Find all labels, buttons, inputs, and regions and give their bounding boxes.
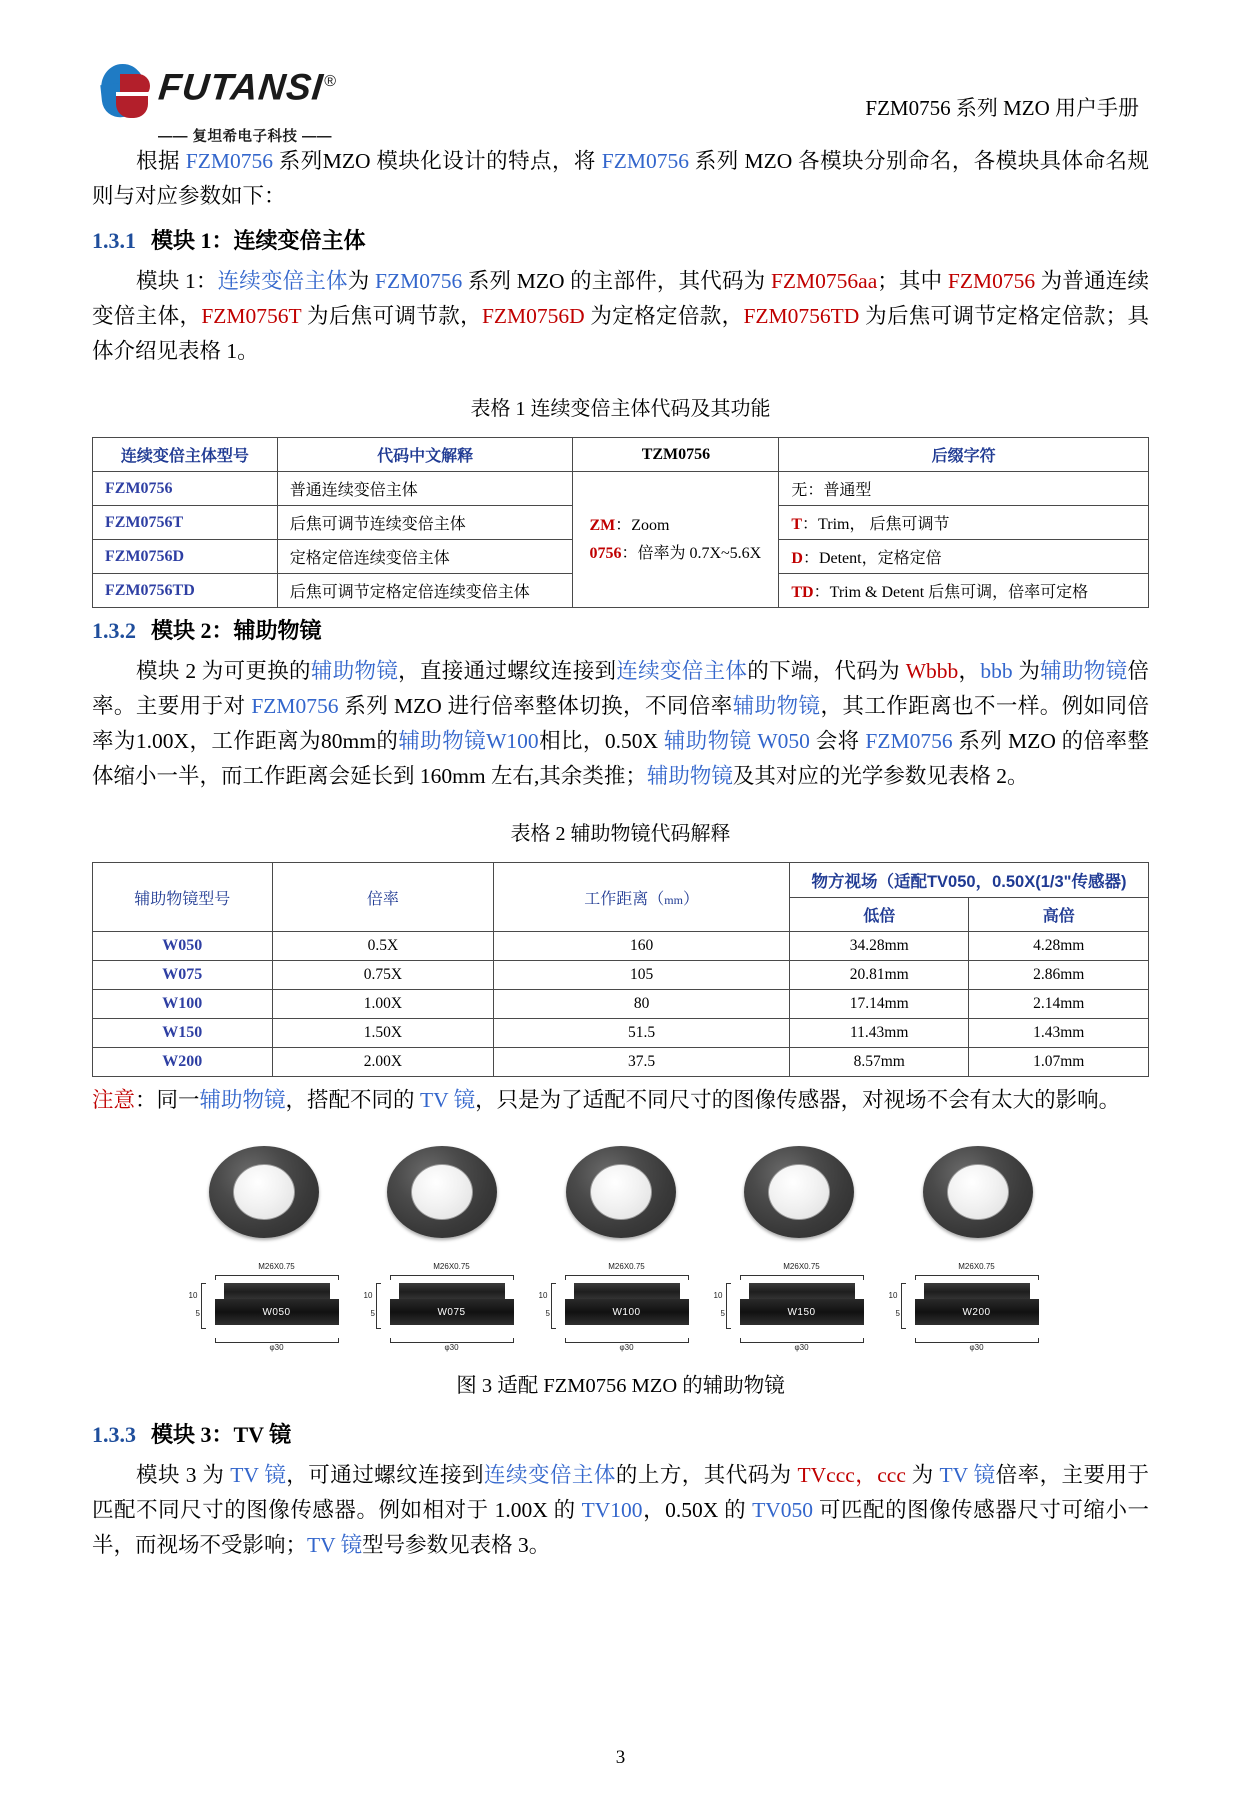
lens-photo-w100 — [566, 1146, 676, 1238]
lens-model-label: W200 — [915, 1299, 1039, 1325]
dim-h1: 10 — [538, 1291, 548, 1300]
table1-suffix-cell — [779, 574, 1149, 608]
s132-term-aux-w050: 辅助物镜 W050 — [663, 729, 810, 753]
table-aux-lens-specs — [92, 862, 1149, 1077]
s131-t3: 为 — [347, 269, 376, 293]
s133-term-tv-lens: TV 镜 — [230, 1463, 287, 1487]
diameter-label: φ30 — [619, 1343, 634, 1352]
s132-t20: 会将 — [809, 729, 866, 753]
table2-low-cell: 17.14mm — [789, 990, 969, 1019]
section-title-132: 模块 2：辅助物镜 — [151, 618, 322, 643]
s132-t9: 为 — [1012, 659, 1041, 683]
s132-code-wbbb: Wbbb — [905, 659, 959, 683]
s133-t3: ，可通过螺纹连接到 — [286, 1463, 485, 1487]
table-row — [93, 1048, 1149, 1077]
s132-t1: 模块 2 为可更换的 — [136, 659, 311, 683]
table1-suffix-cell — [779, 472, 1149, 506]
suffix-code-1: T — [791, 516, 803, 533]
figure-3 — [92, 1146, 1149, 1354]
logo-wordmark — [157, 62, 339, 107]
s133-code-tv100: TV100 — [581, 1498, 643, 1522]
table1-desc-cell: 普通连续变倍主体 — [277, 472, 573, 506]
note-term-tv-lens: TV 镜 — [419, 1088, 476, 1112]
lens-model-label: W150 — [740, 1299, 864, 1325]
s131-t15: 为后焦可调节定格定倍款；具体介绍见表格 1。 — [92, 304, 1149, 363]
legend-zm-text: ：Zoom — [615, 516, 670, 534]
s133-term-tv-lens-3: TV 镜 — [307, 1533, 363, 1557]
s133-term-zoom-body: 连续变倍主体 — [484, 1463, 616, 1487]
table2-header-fov-high: 高倍 — [969, 898, 1149, 932]
s133-t15: 型号参数见表格 3。 — [362, 1533, 551, 1557]
lens-model-label: W050 — [215, 1299, 339, 1325]
page-number: 3 — [615, 1747, 626, 1768]
legend-0756-text: ：倍率为 0.7X~5.6X — [621, 544, 762, 562]
thread-label: M26X0.75 — [958, 1262, 995, 1271]
s131-code-fzmtd: FZM0756TD — [743, 304, 860, 328]
height-dims — [539, 1283, 565, 1329]
s131-t5: 系列 MZO 的主部件，其代码为 — [462, 269, 771, 293]
intro-text-1: 根据 — [136, 149, 186, 173]
dim-h1: 10 — [363, 1291, 373, 1300]
intro-text-3: 系列 MZO 各模块分别命名，各模块具体命名规则与对应参数如下： — [92, 149, 1149, 208]
s132-t7: ， — [958, 659, 981, 683]
lens-photo-w050 — [209, 1146, 319, 1238]
dim-h1: 10 — [713, 1291, 723, 1300]
s131-code-fzmt: FZM0756T — [201, 304, 302, 328]
lens-diagram-w100 — [537, 1262, 705, 1354]
table1-header-tzm: TZM0756 — [573, 438, 779, 472]
table2-high-cell: 1.07mm — [969, 1048, 1149, 1077]
s132-term-aux-lens-2: 辅助物镜 — [1040, 659, 1128, 683]
table1-model-cell: FZM0756D — [93, 540, 278, 574]
table1-suffix-cell — [779, 506, 1149, 540]
logo-subtitle: —— 复坦希电子科技 —— — [158, 129, 333, 145]
suffix-code-3: TD — [791, 584, 814, 601]
suffix-text-1: ：Trim， 后焦可调节 — [802, 516, 950, 533]
table1-header-model: 连续变倍主体型号 — [93, 438, 278, 472]
s131-t13: 为定格定倍款， — [584, 304, 744, 328]
table1-caption: 表格 1 连续变倍主体代码及其功能 — [470, 398, 771, 420]
table2-header-wd-b: ） — [682, 890, 699, 908]
table1-desc-cell: 后焦可调节连续变倍主体 — [277, 506, 573, 540]
s132-t3: ，直接通过螺纹连接到 — [398, 659, 617, 683]
section-number-132: 1.3.2 — [92, 618, 136, 643]
table2-caption: 表格 2 辅助物镜代码解释 — [510, 823, 731, 845]
s132-code-fzm-2: FZM0756 — [865, 729, 953, 753]
table2-wd-cell: 105 — [494, 961, 790, 990]
table-row — [93, 990, 1149, 1019]
thread-label: M26X0.75 — [258, 1262, 295, 1271]
table2-low-cell: 20.81mm — [789, 961, 969, 990]
s131-term-zoom-body: 连续变倍主体 — [217, 269, 348, 293]
legend-0756-code: 0756 — [589, 544, 622, 562]
table2-high-cell: 1.43mm — [969, 1019, 1149, 1048]
table2-low-cell: 11.43mm — [789, 1019, 969, 1048]
s132-t24: 及其对应的光学参数见表格 2。 — [732, 764, 1029, 788]
section-title-133: 模块 3：TV 镜 — [151, 1422, 292, 1447]
table2-mag-cell: 0.5X — [272, 932, 494, 961]
table2-model-cell: W075 — [93, 961, 273, 990]
s132-code-w100: W100 — [486, 729, 539, 753]
table-row — [93, 472, 1149, 506]
intro-code-2: FZM0756 — [601, 149, 689, 173]
s132-t15: ，其工作距离也不一样。例如同倍率为1.00X，工作距离为80mm的 — [92, 694, 1149, 753]
s132-term-zoom-body: 连续变倍主体 — [616, 659, 748, 683]
section-132-paragraph — [92, 654, 1149, 794]
dim-h1: 10 — [188, 1291, 198, 1300]
s132-code-bbb: bbb — [980, 659, 1013, 683]
s132-t22: 系列 MZO 的倍率整体缩小一半，而工作距离会延长到 160mm 左右,其余类推； — [92, 729, 1149, 788]
table2-high-cell: 4.28mm — [969, 932, 1149, 961]
lens-photo-w150 — [744, 1146, 854, 1238]
s131-t11: 为后焦可调节款， — [301, 304, 482, 328]
dim-h2: 5 — [370, 1309, 375, 1318]
table2-mag-cell: 2.00X — [272, 1048, 494, 1077]
section-heading-133 — [92, 1418, 1149, 1452]
s132-term-aux-lens-4: 辅助物镜 — [398, 729, 487, 753]
section-heading-132 — [92, 614, 1149, 648]
s133-code-tv050: TV050 — [752, 1498, 814, 1522]
lens-diagram-w200 — [887, 1262, 1055, 1354]
section-heading-131 — [92, 224, 1149, 258]
s133-t11: ，0.50X 的 — [642, 1498, 753, 1522]
table2-model-cell: W100 — [93, 990, 273, 1019]
table2-wd-cell: 80 — [494, 990, 790, 1019]
s131-code-fzmd: FZM0756D — [481, 304, 585, 328]
table2-header-wd-a: 工作距离（ — [584, 890, 665, 908]
lens-diagram-w050 — [187, 1262, 355, 1354]
table2-mag-cell: 1.50X — [272, 1019, 494, 1048]
dim-h2: 5 — [195, 1309, 200, 1318]
table1-model-cell: FZM0756TD — [93, 574, 278, 608]
s133-t7: 为 — [905, 1463, 940, 1487]
table2-header-fov-group: 物方视场（适配TV050，0.50X(1/3"传感器) — [789, 863, 1148, 898]
section-number-133: 1.3.3 — [92, 1422, 136, 1447]
height-dims — [189, 1283, 215, 1329]
table2-wd-cell: 37.5 — [494, 1048, 790, 1077]
table2-model-cell: W050 — [93, 932, 273, 961]
s133-code-tvccc: TVccc，ccc — [797, 1463, 906, 1487]
s132-term-aux-lens: 辅助物镜 — [310, 659, 399, 683]
height-dims — [889, 1283, 915, 1329]
s132-term-aux-lens-5: 辅助物镜 — [646, 764, 733, 788]
s133-t13: 可匹配的图像传感器尺寸可缩小一半，而视场不受影响； — [92, 1498, 1149, 1557]
table2-header-mag: 倍率 — [272, 863, 494, 932]
intro-paragraph — [92, 144, 1149, 214]
table-row — [93, 932, 1149, 961]
s132-t5: 的下端，代码为 — [747, 659, 906, 683]
lens-diagram-row — [181, 1262, 1061, 1354]
s133-term-tv-lens-2: TV 镜 — [939, 1463, 996, 1487]
header-title: FZM0756 系列 MZO 用户手册 — [865, 96, 1139, 120]
table1-header-suffix: 后缀字符 — [779, 438, 1149, 472]
thread-label: M26X0.75 — [433, 1262, 470, 1271]
s132-code-fzm: FZM0756 — [251, 694, 339, 718]
s132-t18: 相比，0.50X — [538, 729, 664, 753]
section-133-paragraph — [92, 1458, 1149, 1563]
note-label: 注意 — [92, 1088, 136, 1112]
lens-diagram-w075 — [362, 1262, 530, 1354]
lens-photo-row — [181, 1146, 1061, 1238]
table2-wd-cell: 160 — [494, 932, 790, 961]
suffix-text-2: ：Detent，定格定倍 — [802, 550, 942, 567]
s131-code-fzmaa: FZM0756aa — [770, 269, 878, 293]
height-dims — [714, 1283, 740, 1329]
page-header — [92, 62, 1149, 144]
lens-diagram-w150 — [712, 1262, 880, 1354]
diameter-label: φ30 — [794, 1343, 809, 1352]
note-t1: ：同一 — [135, 1088, 200, 1112]
s131-code-fzm: FZM0756 — [375, 269, 463, 293]
section-number-131: 1.3.1 — [92, 228, 136, 253]
table2-mag-cell: 0.75X — [272, 961, 494, 990]
thread-label: M26X0.75 — [608, 1262, 645, 1271]
suffix-text-3: ：Trim & Detent 后焦可调，倍率可定格 — [813, 584, 1089, 601]
dim-h1: 10 — [888, 1291, 898, 1300]
s133-t1: 模块 3 为 — [136, 1463, 231, 1487]
s131-code-fzm2: FZM0756 — [947, 269, 1036, 293]
table-row — [93, 1019, 1149, 1048]
table1-header-row — [93, 438, 1149, 472]
section-131-paragraph — [92, 264, 1149, 369]
note-t3: ，搭配不同的 — [285, 1088, 420, 1112]
s132-t13: 系列 MZO 进行倍率整体切换，不同倍率 — [338, 694, 733, 718]
note-t5: ，只是为了适配不同尺寸的图像传感器，对视场不会有太大的影响。 — [475, 1088, 1121, 1112]
table2-high-cell: 2.86mm — [969, 961, 1149, 990]
table2-header-wd-unit: mm — [664, 892, 683, 907]
suffix-code-0: 无 — [791, 482, 808, 499]
table-row — [93, 961, 1149, 990]
thread-label: M26X0.75 — [783, 1262, 820, 1271]
company-logo — [100, 62, 336, 146]
table2-mag-cell: 1.00X — [272, 990, 494, 1019]
s132-t11: 倍率。主要用于对 — [92, 659, 1149, 718]
s131-t7: ；其中 — [877, 269, 948, 293]
table1-mid-legend — [573, 472, 779, 608]
dim-h2: 5 — [545, 1309, 550, 1318]
intro-text-2: 系列MZO 模块化设计的特点，将 — [272, 149, 602, 173]
lens-model-label: W075 — [390, 1299, 514, 1325]
intro-code-1: FZM0756 — [185, 149, 273, 173]
lens-photo-w200 — [923, 1146, 1033, 1238]
registered-trademark-icon: ® — [323, 73, 337, 90]
table1-header-desc: 代码中文解释 — [277, 438, 573, 472]
table-zoom-body-codes — [92, 437, 1149, 608]
table1-desc-cell: 后焦可调节定格定倍连续变倍主体 — [277, 574, 573, 608]
table1-model-cell: FZM0756 — [93, 472, 278, 506]
diameter-label: φ30 — [444, 1343, 459, 1352]
dim-h2: 5 — [720, 1309, 725, 1318]
table2-header-model: 辅助物镜型号 — [93, 863, 273, 932]
logo-wordmark-text: FUTANSI — [156, 66, 326, 108]
table2-wd-cell: 51.5 — [494, 1019, 790, 1048]
table2-low-cell: 8.57mm — [789, 1048, 969, 1077]
table2-header-wd — [494, 863, 790, 932]
table2-header-fov-low: 低倍 — [789, 898, 969, 932]
table2-header-row-1 — [93, 863, 1149, 898]
table2-low-cell: 34.28mm — [789, 932, 969, 961]
section-title-131: 模块 1：连续变倍主体 — [151, 228, 366, 253]
document-page — [0, 62, 1241, 1817]
diameter-label: φ30 — [269, 1343, 284, 1352]
legend-zm-code: ZM — [589, 516, 616, 534]
futansi-logo-icon — [100, 62, 152, 120]
lens-photo-w075 — [387, 1146, 497, 1238]
figure3-caption: 图 3 适配 FZM0756 MZO 的辅助物镜 — [456, 1375, 785, 1397]
table1-desc-cell: 定格定倍连续变倍主体 — [277, 540, 573, 574]
table1-suffix-cell — [779, 540, 1149, 574]
note-paragraph — [92, 1083, 1149, 1118]
document-content — [92, 144, 1149, 1563]
table2-model-cell: W200 — [93, 1048, 273, 1077]
suffix-text-0: ：普通型 — [807, 482, 872, 499]
table1-model-cell: FZM0756T — [93, 506, 278, 540]
height-dims — [364, 1283, 390, 1329]
s132-term-aux-lens-3: 辅助物镜 — [732, 694, 821, 718]
table2-model-cell: W150 — [93, 1019, 273, 1048]
s133-t5: 的上方，其代码为 — [615, 1463, 798, 1487]
s133-t9: 倍率，主要用于匹配不同尺寸的图像传感器。例如相对于 1.00X 的 — [92, 1463, 1149, 1522]
suffix-code-2: D — [791, 550, 803, 567]
lens-model-label: W100 — [565, 1299, 689, 1325]
diameter-label: φ30 — [969, 1343, 984, 1352]
table2-high-cell: 2.14mm — [969, 990, 1149, 1019]
s131-t1: 模块 1： — [136, 269, 218, 293]
s131-t9: 为普通连续变倍主体， — [92, 269, 1149, 328]
dim-h2: 5 — [895, 1309, 900, 1318]
note-term-aux-lens: 辅助物镜 — [199, 1088, 286, 1112]
